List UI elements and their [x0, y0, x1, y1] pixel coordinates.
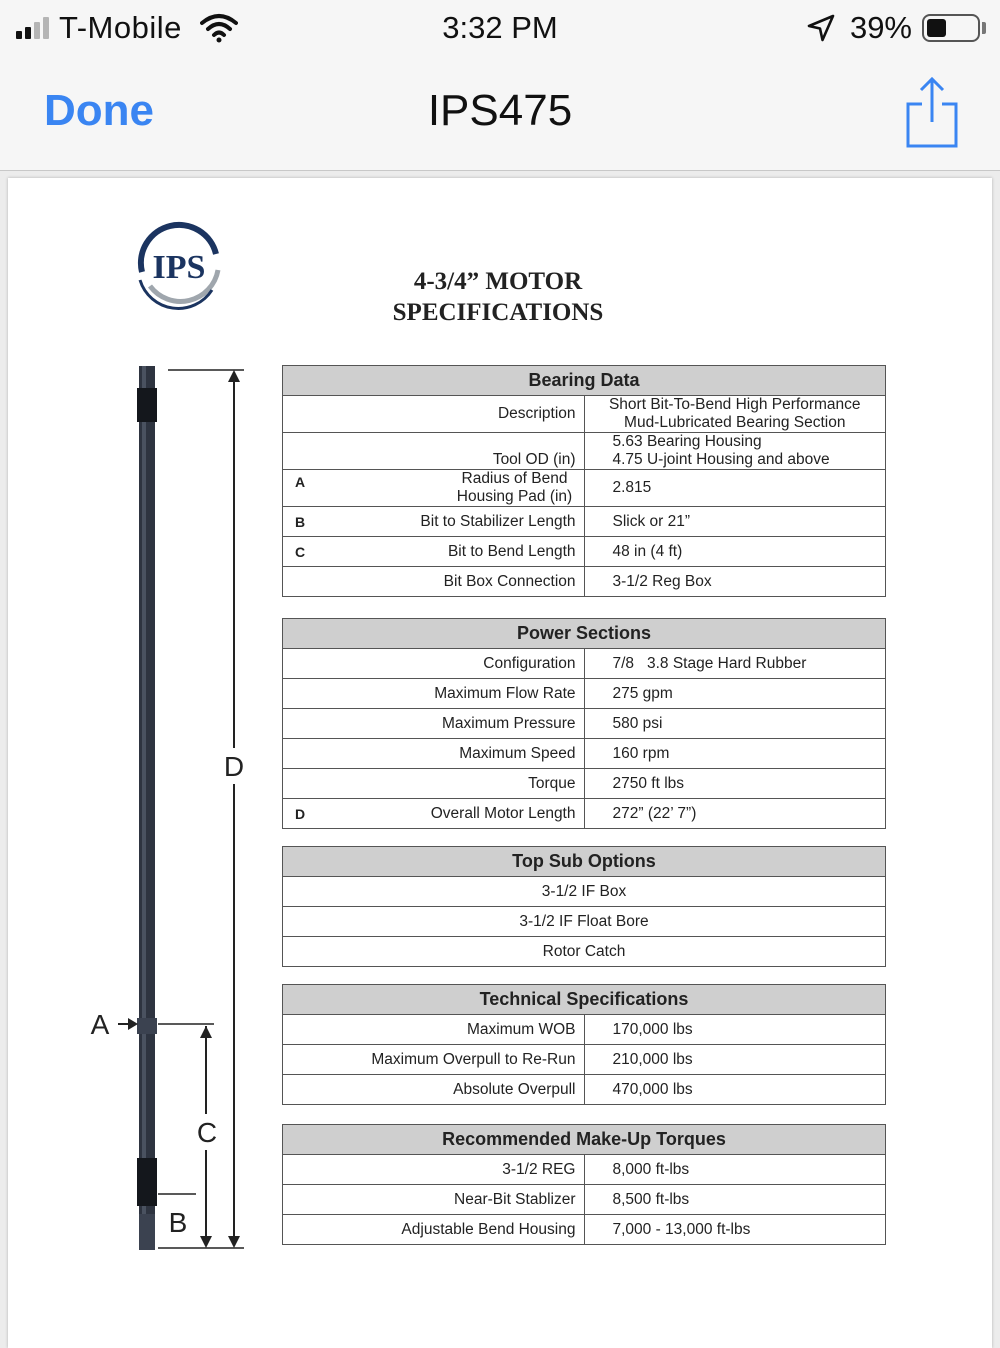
share-icon[interactable]: [904, 76, 960, 150]
reg-label: 3-1/2 REG: [283, 1155, 585, 1185]
absolute-overpull-label: Absolute Overpull: [283, 1075, 585, 1105]
table-row: [283, 907, 886, 937]
bit-bend-label-text: Bit to Bend Length: [447, 542, 576, 560]
max-speed-label: Maximum Speed: [283, 739, 585, 769]
motor-bit-box: [139, 1214, 155, 1250]
reg-value: 8,000 ft-lbs: [584, 1155, 886, 1185]
torque-value: 2750 ft lbs: [584, 769, 886, 799]
table-row: [283, 1015, 886, 1045]
max-wob-value: 170,000 lbs: [584, 1015, 886, 1045]
done-button[interactable]: Done: [44, 86, 154, 135]
location-arrow-icon: [806, 13, 836, 43]
tool-od-value: [584, 433, 886, 470]
table-row: [283, 433, 886, 470]
adjustable-bend-label: Adjustable Bend Housing: [283, 1215, 585, 1245]
table-row: [283, 1215, 886, 1245]
radius-bend-label-text: Radius of Bend Housing Pad (in): [456, 470, 573, 505]
max-overpull-value: 210,000 lbs: [584, 1045, 886, 1075]
table-row: [283, 470, 886, 507]
status-bar: [0, 0, 1000, 56]
table-row: [283, 507, 886, 537]
bit-stabilizer-label-text: Bit to Stabilizer Length: [420, 512, 576, 530]
row-letter: C: [295, 543, 306, 560]
bit-box-label: Bit Box Connection: [283, 567, 585, 597]
status-time: 3:32 PM: [442, 10, 558, 45]
max-overpull-label: Maximum Overpull to Re-Run: [283, 1045, 585, 1075]
table-row: [283, 1155, 886, 1185]
tool-od-value-line2: 4.75 U-joint Housing and above: [612, 451, 830, 468]
absolute-overpull-value: 470,000 lbs: [584, 1075, 886, 1105]
motor-body: [139, 366, 155, 1250]
bit-bend-label: [283, 537, 585, 567]
battery-tip: [982, 22, 986, 34]
motor-top-sub: [137, 388, 157, 422]
pdf-page: [8, 178, 992, 1348]
bearing-description-label: Description: [283, 396, 585, 433]
max-speed-value: 160 rpm: [584, 739, 886, 769]
bearing-description-value: Short Bit-To-Bend High Performance Mud-Lubricated Bearing Section: [584, 396, 886, 433]
max-flow-value: 275 gpm: [584, 679, 886, 709]
table-row: [283, 1185, 886, 1215]
row-letter: B: [295, 513, 306, 530]
dim-b-label: B: [168, 1207, 188, 1238]
make-up-torques-table: [282, 1124, 886, 1245]
top-sub-option: 3-1/2 IF Box: [283, 877, 886, 907]
adjustable-bend-value: 7,000 - 13,000 ft-lbs: [584, 1215, 886, 1245]
dim-c-label: C: [196, 1117, 218, 1148]
near-bit-stabilizer-value: 8,500 ft-lbs: [584, 1185, 886, 1215]
max-wob-label: Maximum WOB: [283, 1015, 585, 1045]
row-letter: D: [295, 805, 306, 822]
torque-label: Torque: [283, 769, 585, 799]
battery-fill: [927, 19, 946, 37]
max-pressure-value: 580 psi: [584, 709, 886, 739]
technical-specifications-table: [282, 984, 886, 1105]
configuration-value: 7/8 3.8 Stage Hard Rubber: [584, 649, 886, 679]
table-row: [283, 396, 886, 433]
bit-stabilizer-label: [283, 507, 585, 537]
table-row: [283, 1045, 886, 1075]
table-row: [283, 937, 886, 967]
max-flow-label: Maximum Flow Rate: [283, 679, 585, 709]
radius-bend-label: [283, 470, 585, 507]
logo-text: IPS: [152, 249, 206, 286]
tool-od-value-line1: 5.63 Bearing Housing: [612, 433, 762, 450]
document-title: IPS475: [427, 86, 573, 135]
table-row: [283, 739, 886, 769]
battery-icon: [922, 14, 980, 42]
table-row: [283, 537, 886, 567]
power-sections-header: Power Sections: [283, 619, 886, 649]
battery-percent: 39%: [849, 10, 912, 45]
radius-bend-value: 2.815: [584, 470, 886, 507]
tool-od-label: Tool OD (in): [283, 433, 585, 470]
motor-highlight: [142, 366, 146, 1250]
overall-length-label: [283, 799, 585, 829]
status-right: [806, 8, 986, 48]
make-up-torques-header: Recommended Make-Up Torques: [283, 1125, 886, 1155]
table-row: [283, 1075, 886, 1105]
ips-logo: [132, 220, 226, 310]
table-row: [283, 679, 886, 709]
table-row: [283, 709, 886, 739]
table-row: [283, 769, 886, 799]
spec-title-line2: SPECIFICATIONS: [392, 299, 604, 326]
motor-diagram: [8, 358, 268, 1258]
overall-length-value: 272” (22’ 7”): [584, 799, 886, 829]
top-sub-option: Rotor Catch: [283, 937, 886, 967]
technical-specifications-header: Technical Specifications: [283, 985, 886, 1015]
near-bit-stabilizer-label: Near-Bit Stablizer: [283, 1185, 585, 1215]
motor-stabilizer: [137, 1158, 157, 1206]
bit-bend-value: 48 in (4 ft): [584, 537, 886, 567]
table-row: [283, 799, 886, 829]
bearing-data-table: [282, 365, 886, 597]
dim-a-label: A: [90, 1009, 110, 1040]
spec-title: [348, 266, 648, 328]
spec-title-line1: 4-3/4” MOTOR: [413, 268, 583, 295]
top-sub-option: 3-1/2 IF Float Bore: [283, 907, 886, 937]
motor-bend-housing: [137, 1018, 157, 1034]
bit-stabilizer-value: Slick or 21”: [584, 507, 886, 537]
top-sub-options-header: Top Sub Options: [283, 847, 886, 877]
power-sections-table: [282, 618, 886, 829]
carrier-name: T-Mobile: [59, 10, 182, 45]
bearing-data-header: Bearing Data: [283, 366, 886, 396]
row-letter: A: [295, 474, 306, 490]
table-row: [283, 567, 886, 597]
bit-box-value: 3-1/2 Reg Box: [584, 567, 886, 597]
table-row: [283, 649, 886, 679]
top-sub-options-table: [282, 846, 886, 967]
table-row: [283, 877, 886, 907]
overall-length-label-text: Overall Motor Length: [430, 804, 576, 822]
dim-d-label: D: [223, 751, 245, 782]
navigation-bar: [0, 56, 1000, 171]
max-pressure-label: Maximum Pressure: [283, 709, 585, 739]
configuration-label: Configuration: [283, 649, 585, 679]
